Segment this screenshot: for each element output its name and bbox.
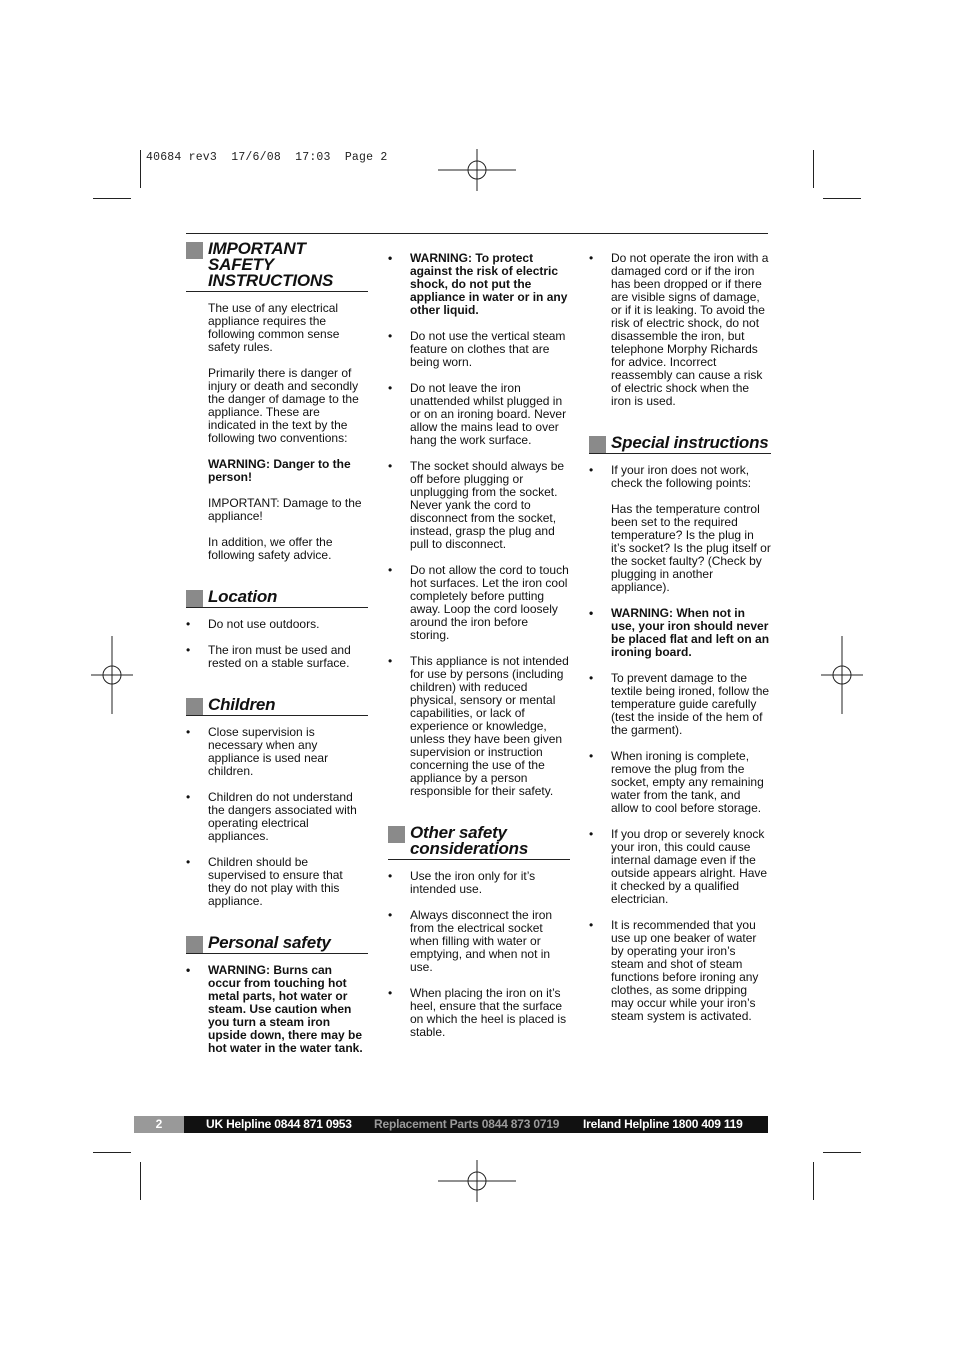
column-1 — [186, 241, 368, 1068]
column-2 — [388, 252, 570, 1052]
list-item: • Use the iron only for it’s intended use. — [388, 870, 570, 896]
heading-square-icon — [186, 698, 203, 715]
list-item: • The iron must be used and rested on a stable surface. — [186, 644, 368, 670]
heading-square-icon — [589, 436, 606, 453]
list-item: • The socket should always be off before plugging or unplugging from the socket. Never yank the cord to disconnect from the socket, instead, grasp the plug and pull to disconnect. — [388, 460, 570, 551]
registration-mark-icon — [73, 636, 151, 714]
intro-paragraph: The use of any electrical appliance requires the following common sense safety rules. — [208, 301, 340, 354]
list-item: • To prevent damage to the textile being ironed, follow the temperature guide carefully (test the inside of the hem of the garment). — [589, 672, 771, 737]
safety-list — [388, 252, 570, 798]
warning-convention: WARNING: Danger to the person! — [208, 457, 351, 484]
list-item: • Do not allow the cord to touch hot surfaces. Let the iron cool completely before putting away. Loop the cord loosely around the iron before storing. — [388, 564, 570, 642]
list-item: • WARNING: To protect against the risk of electric shock, do not put the appliance in water or in any other liquid. — [388, 252, 570, 317]
list-item: • Do not operate the iron with a damaged cord or if the iron has been dropped or if there are visible signs of damage, or if it is leaking. To avoid the risk of electric shock, do not disassemble the iron, but telephone Morphy Richards for advice. Incorrect reassembly can cause a risk of electric shock when the iron is used. — [589, 252, 771, 408]
replacement-parts-line: Replacement Parts 0844 873 0719 — [374, 1117, 560, 1131]
crop-mark — [813, 150, 814, 188]
list-item: • It is recommended that you use up one beaker of water by operating your iron’s steam and shot of steam functions before ironing any clothes, as some dripping may occur while your iron’s steam system is activated. — [589, 919, 771, 1023]
list-item: • Always disconnect the iron from the electrical socket when filling with water or emptying, and when not in use. — [388, 909, 570, 974]
list-item: • WARNING: Burns can occur from touching hot metal parts, hot water or steam. Use caution when you turn a steam iron upside down, there may be hot water in the water tank. — [186, 964, 368, 1055]
header-rule — [186, 233, 768, 234]
crop-mark — [823, 1152, 861, 1153]
intro-paragraph: Primarily there is danger of injury or death and secondly the danger of damage to the appliance. These are indicated in the text by the following two conventions: — [208, 366, 359, 445]
print-slug: 40684 rev3 17/6/08 17:03 Page 2 — [146, 151, 388, 164]
crop-mark — [813, 1162, 814, 1200]
list-item: • Do not leave the iron unattended whilst plugged in or on an ironing board. Never allow the mains lead to over hang the work surface. — [388, 382, 570, 447]
section-heading-children: Children — [186, 697, 368, 716]
other-safety-list — [388, 870, 570, 1039]
footer-bar — [134, 1116, 768, 1133]
section-heading-location: Location — [186, 589, 368, 608]
list-item: • This appliance is not intended for use by persons (including children) with reduced physical, sensory or mental capabilities, or lack of experience or knowledge, unless they have been given supervision or instruction concerning the use of the appliance by a person responsible for their safety. — [388, 655, 570, 798]
heading-square-icon — [186, 242, 203, 259]
section-heading-personal-safety: Personal safety — [186, 935, 368, 954]
list-item: • If your iron does not work, check the following points: Has the temperature control been set to the required temperature? Is the plug in it’s socket? Is the plug itself or the socket faulty? (Check by plugging in another appliance). — [589, 464, 771, 594]
heading-square-icon — [186, 936, 203, 953]
crop-mark — [93, 198, 131, 199]
registration-mark-icon — [438, 1142, 516, 1220]
damage-list — [589, 252, 771, 408]
list-item: • If you drop or severely knock your iron, this could cause internal damage even if the outside appears alright. Have it checked by a qualified electrician. — [589, 828, 771, 906]
registration-mark-icon — [803, 636, 881, 714]
list-item: • Close supervision is necessary when any appliance is used near children. — [186, 726, 368, 778]
list-item: • Children should be supervised to ensure that they do not play with this appliance. — [186, 856, 368, 908]
list-item: • Children do not understand the dangers associated with operating electrical appliances. — [186, 791, 368, 843]
crop-mark — [140, 150, 141, 188]
special-instructions-list — [589, 464, 771, 1023]
intro-paragraph: In addition, we offer the following safety advice. — [208, 535, 333, 562]
children-list — [186, 726, 368, 908]
section-heading-special-instructions: Special instructions — [589, 435, 771, 454]
list-item: • When ironing is complete, remove the plug from the socket, empty any remaining water from the tank, and allow to cool before storage. — [589, 750, 771, 815]
registration-mark-icon — [438, 131, 516, 209]
list-item: • When placing the iron on it’s heel, ensure that the surface on which the heel is placed is stable. — [388, 987, 570, 1039]
page-number: 2 — [134, 1116, 184, 1133]
list-item: • Do not use the vertical steam feature on clothes that are being worn. — [388, 330, 570, 369]
location-list — [186, 618, 368, 670]
crop-mark — [140, 1162, 141, 1200]
heading-square-icon — [186, 590, 203, 607]
crop-mark — [823, 198, 861, 199]
personal-safety-list — [186, 964, 368, 1055]
important-convention: IMPORTANT: Damage to the appliance! — [208, 496, 362, 523]
heading-square-icon — [388, 826, 405, 843]
list-item: • Do not use outdoors. — [186, 618, 368, 631]
uk-helpline: UK Helpline 0844 871 0953 — [206, 1117, 352, 1131]
list-item: • WARNING: When not in use, your iron should never be placed flat and left on an ironing board. — [589, 607, 771, 659]
column-3 — [589, 252, 771, 1036]
crop-mark — [93, 1152, 131, 1153]
section-heading-safety: IMPORTANT SAFETY INSTRUCTIONS — [186, 241, 368, 292]
ireland-helpline: Ireland Helpline 1800 409 119 — [583, 1117, 743, 1131]
section-heading-other-safety: Other safety considerations — [388, 825, 570, 860]
